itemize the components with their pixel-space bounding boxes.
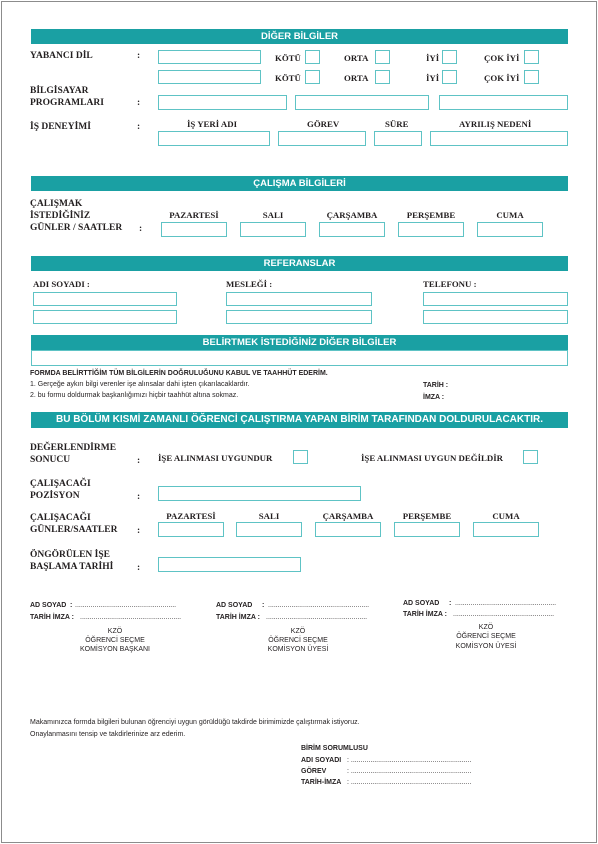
- duration-field[interactable]: [374, 131, 422, 146]
- colon: :: [137, 122, 141, 132]
- colon: :: [137, 526, 141, 536]
- colon: :: [137, 98, 141, 108]
- label-bilgisayar: BİLGİSAYAR: [30, 86, 89, 96]
- day-label-carsamba: ÇARŞAMBA: [322, 511, 374, 521]
- assigned-hours-cuma[interactable]: [473, 522, 539, 537]
- day-label-sali: SALI: [258, 511, 280, 521]
- signature-dots: : ..............................................................: [347, 779, 472, 786]
- day-label-cuma: CUMA: [496, 210, 524, 220]
- checkbox-iyi-2[interactable]: [442, 70, 457, 84]
- label-pozisyon: POZİSYON: [30, 491, 80, 501]
- start-date-field[interactable]: [158, 557, 301, 572]
- colon: :: [137, 51, 141, 61]
- approval-text-line-2: Onaylanmasını tensip ve takdirlerinize arz ederim.: [30, 731, 186, 738]
- computer-programs-field-1[interactable]: [158, 95, 287, 110]
- label-calisacagi: ÇALIŞACAĞI: [30, 479, 91, 489]
- label-ongorulen: ÖNGÖRÜLEN İŞE: [30, 550, 110, 560]
- label-adi-soyadi: ADI SOYADI: [301, 757, 342, 764]
- workplace-name-field[interactable]: [158, 131, 270, 146]
- reference-name-field-1[interactable]: [33, 292, 177, 306]
- colon: :: [262, 602, 265, 609]
- checkbox-uygun-degildir[interactable]: [523, 450, 538, 464]
- day-label-sali: SALI: [262, 210, 284, 220]
- section-header-referanslar: REFERANSLAR: [31, 256, 568, 271]
- colon: :: [137, 563, 141, 573]
- signature-dots: ....................................................: [268, 602, 370, 609]
- checkbox-kotu-1[interactable]: [305, 50, 320, 64]
- hours-field-sali[interactable]: [240, 222, 306, 237]
- signer-1-line-2: ÖĞRENCİ SEÇME: [85, 637, 145, 644]
- column-gorev: GÖREV: [307, 119, 340, 129]
- reference-job-field-1[interactable]: [226, 292, 372, 306]
- section-header-diger-bilgiler: DİĞER BİLGİLER: [31, 29, 568, 44]
- checkbox-uygundur[interactable]: [293, 450, 308, 464]
- day-label-pazartesi: PAZARTESİ: [169, 210, 219, 220]
- label-uygun-degildir: İŞE ALINMASI UYGUN DEĞİLDİR: [361, 453, 503, 463]
- signer-2-line-2: ÖĞRENCİ SEÇME: [268, 637, 328, 644]
- label-birim-sorumlusu: BİRİM SORUMLUSU: [301, 745, 368, 752]
- hours-field-cuma[interactable]: [477, 222, 543, 237]
- signature-dots: : ..............................................................: [347, 757, 472, 764]
- language-field-2[interactable]: [158, 70, 261, 84]
- signature-dots: ....................................................: [453, 611, 555, 618]
- rating-orta-label: ORTA: [344, 73, 369, 83]
- assigned-hours-carsamba[interactable]: [315, 522, 381, 537]
- declaration-heading: FORMDA BELİRTTİĞİM TÜM BİLGİLERİN DOĞRULUĞUNU KABUL VE TAAHHÜT EDERİM.: [30, 370, 328, 377]
- assigned-hours-pazartesi[interactable]: [158, 522, 224, 537]
- label-istediginiz: İSTEDİĞİNİZ: [30, 211, 91, 221]
- label-ad-soyad: AD SOYAD: [403, 600, 440, 607]
- day-label-persembe: PERŞEMBE: [402, 511, 452, 521]
- signature-dots: : ..............................................................: [347, 768, 472, 775]
- signer-3-line-3: KOMİSYON ÜYESİ: [455, 643, 517, 650]
- assigned-hours-sali[interactable]: [236, 522, 302, 537]
- rating-cok-iyi-label: ÇOK İYİ: [484, 53, 520, 63]
- rating-cok-iyi-label: ÇOK İYİ: [484, 73, 520, 83]
- label-ad-soyad: AD SOYAD: [216, 602, 253, 609]
- label-uygundur: İŞE ALINMASI UYGUNDUR: [158, 453, 273, 463]
- reference-phone-field-2[interactable]: [423, 310, 568, 324]
- checkbox-orta-2[interactable]: [375, 70, 390, 84]
- colon: :: [139, 224, 143, 234]
- checkbox-iyi-1[interactable]: [442, 50, 457, 64]
- label-gunler-saatler: GÜNLER/SAATLER: [30, 525, 118, 535]
- rating-kotu-label: KÖTÜ: [275, 53, 301, 63]
- hours-field-persembe[interactable]: [398, 222, 464, 237]
- section-header-diger-bilgiler-belirtmek: BELİRTMEK İSTEDİĞİNİZ DİĞER BİLGİLER: [31, 335, 568, 350]
- label-tarih-imza: TARİH-İMZA: [301, 779, 342, 786]
- day-label-persembe: PERŞEMBE: [406, 210, 456, 220]
- position-field[interactable]: [158, 486, 361, 501]
- label-gunler-saatler: GÜNLER / SAATLER: [30, 223, 123, 233]
- signer-1-line-1: KZÖ: [107, 628, 123, 635]
- leaving-reason-field[interactable]: [430, 131, 568, 146]
- declaration-item-2: 2. bu formu doldurmak başkanlığımızı hiçbir taahhüt altına sokmaz.: [30, 392, 239, 399]
- label-is-deneyimi: İŞ DENEYİMİ: [30, 122, 91, 132]
- label-adi-soyadi: ADI SOYADI :: [33, 279, 90, 289]
- signature-dots: ....................................................: [75, 602, 177, 609]
- approval-text-line-1: Makamınızca formda bilgileri bulunan öğrenciyi uygun görüldüğü takdirde birimimizde çalıştırmak istiyoruz.: [30, 719, 360, 726]
- rating-iyi-label: İYİ: [426, 73, 440, 83]
- signer-1-line-3: KOMİSYON BAŞKANI: [79, 646, 151, 653]
- assigned-hours-persembe[interactable]: [394, 522, 460, 537]
- label-ad-soyad: AD SOYAD: [30, 602, 67, 609]
- signer-2-line-1: KZÖ: [290, 628, 306, 635]
- checkbox-kotu-2[interactable]: [305, 70, 320, 84]
- day-label-carsamba: ÇARŞAMBA: [326, 210, 378, 220]
- signature-dots: ....................................................: [80, 614, 182, 621]
- label-tarih-imza: TARİH İMZA :: [216, 614, 260, 621]
- language-field-1[interactable]: [158, 50, 261, 64]
- checkbox-cok-iyi-2[interactable]: [524, 70, 539, 84]
- signature-dots: ....................................................: [266, 614, 368, 621]
- section-header-birim: BU BÖLÜM KISMİ ZAMANLI ÖĞRENCİ ÇALIŞTIRMA YAPAN BİRİM TARAFINDAN DOLDURULACAKTIR.: [31, 412, 568, 428]
- computer-programs-field-3[interactable]: [439, 95, 568, 110]
- column-sure: SÜRE: [385, 119, 409, 129]
- label-degerlendirme: DEĞERLENDİRME: [30, 443, 117, 453]
- column-is-yeri-adi: İŞ YERİ ADI: [187, 119, 238, 129]
- colon: :: [137, 456, 141, 466]
- checkbox-orta-1[interactable]: [375, 50, 390, 64]
- label-telefonu: TELEFONU :: [423, 279, 477, 289]
- signer-3-line-2: ÖĞRENCİ SEÇME: [456, 633, 516, 640]
- label-yabanci-dil: YABANCI DİL: [30, 51, 93, 61]
- signer-2-line-3: KOMİSYON ÜYESİ: [267, 646, 329, 653]
- reference-phone-field-1[interactable]: [423, 292, 568, 306]
- label-tarih-imza: TARİH İMZA :: [403, 611, 447, 618]
- day-label-pazartesi: PAZARTESİ: [166, 511, 216, 521]
- signature-dots: ....................................................: [455, 600, 557, 607]
- checkbox-cok-iyi-1[interactable]: [524, 50, 539, 64]
- signer-3-line-1: KZÖ: [478, 624, 494, 631]
- label-imza: İMZA :: [423, 394, 445, 401]
- hours-field-carsamba[interactable]: [319, 222, 385, 237]
- computer-programs-field-2[interactable]: [295, 95, 429, 110]
- other-info-field[interactable]: [31, 350, 568, 366]
- rating-orta-label: ORTA: [344, 53, 369, 63]
- label-calismak: ÇALIŞMAK: [30, 199, 83, 209]
- rating-iyi-label: İYİ: [426, 53, 440, 63]
- reference-name-field-2[interactable]: [33, 310, 177, 324]
- job-title-field[interactable]: [278, 131, 366, 146]
- label-sonucu: SONUCU: [30, 455, 71, 465]
- label-baslama-tarihi: BAŞLAMA TARİHİ: [30, 562, 114, 572]
- section-header-calisma-bilgileri: ÇALIŞMA BİLGİLERİ: [31, 176, 568, 191]
- label-meslegi: MESLEĞİ :: [226, 279, 273, 289]
- label-programlari: PROGRAMLARI: [30, 98, 104, 108]
- declaration-item-1: 1. Gerçeğe aykırı bilgi verenler işe alınsalar dahi işten çıkarılacaklardır.: [30, 381, 250, 388]
- column-ayrilis-nedeni: AYRILIŞ NEDENİ: [459, 119, 532, 129]
- colon: :: [449, 600, 452, 607]
- colon: :: [70, 602, 73, 609]
- label-calisacagi: ÇALIŞACAĞI: [30, 513, 91, 523]
- label-tarih-imza: TARİH İMZA :: [30, 614, 74, 621]
- hours-field-pazartesi[interactable]: [161, 222, 227, 237]
- reference-job-field-2[interactable]: [226, 310, 372, 324]
- rating-kotu-label: KÖTÜ: [275, 73, 301, 83]
- label-tarih: TARİH :: [423, 382, 449, 389]
- day-label-cuma: CUMA: [492, 511, 520, 521]
- label-gorev: GÖREV: [301, 768, 327, 775]
- colon: :: [137, 492, 141, 502]
